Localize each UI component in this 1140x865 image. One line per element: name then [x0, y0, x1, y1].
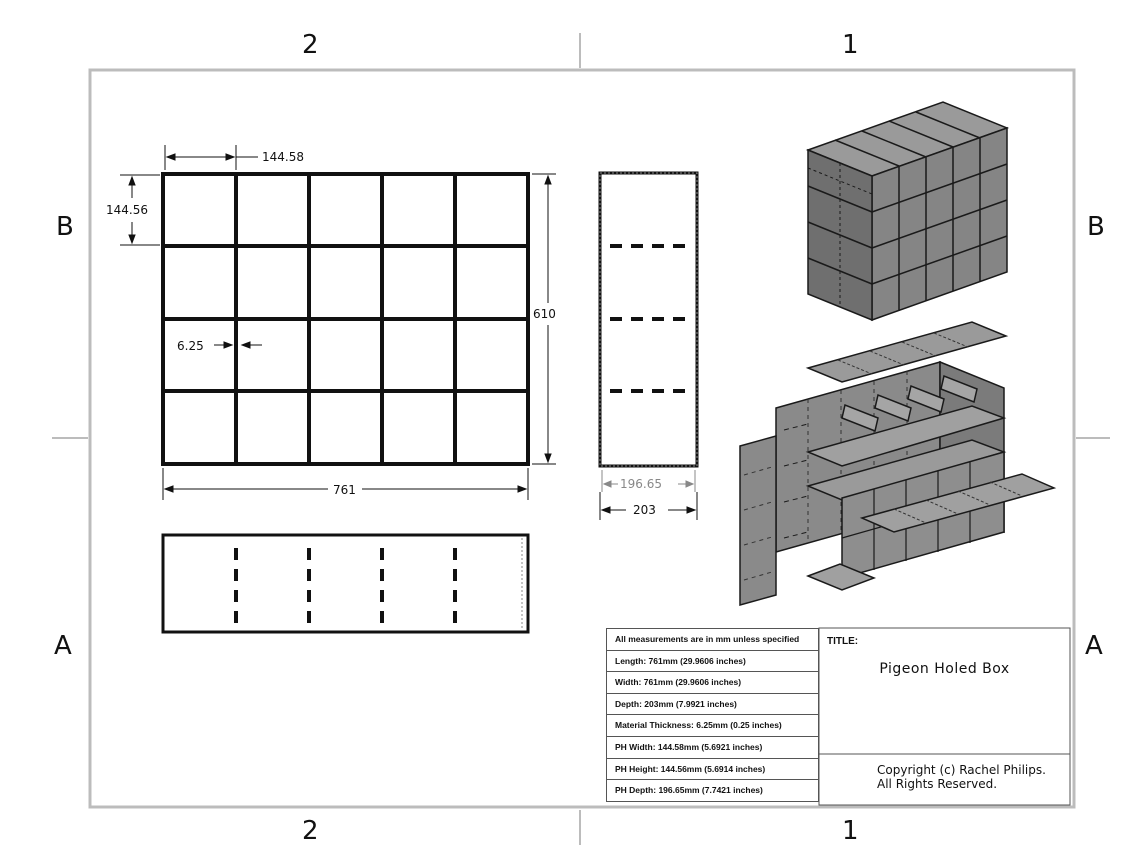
- dimension-inner-depth: 196.65: [620, 477, 662, 491]
- zone-top-1: 1: [842, 30, 859, 60]
- note-units: All measurements are in mm unless specified: [607, 629, 819, 651]
- dimension-cell-width: 144.58: [262, 150, 304, 164]
- note-ph-width: PH Width: 144.58mm (5.6921 inches): [607, 737, 819, 759]
- front-view: [163, 174, 528, 464]
- dimension-overall-width: 761: [333, 483, 356, 497]
- dimension-cell-height: 144.56: [106, 203, 148, 217]
- zone-left-a: A: [54, 631, 72, 661]
- zone-left-b: B: [56, 212, 74, 242]
- side-view: [600, 173, 697, 466]
- copyright-line-1: Copyright (c) Rachel Philips.: [877, 763, 1046, 777]
- top-view: [163, 535, 528, 632]
- zone-bottom-2: 2: [302, 816, 319, 846]
- isometric-exploded-box: [740, 322, 1054, 605]
- copyright-line-2: All Rights Reserved.: [877, 777, 998, 791]
- title-label: TITLE:: [827, 636, 859, 647]
- zone-right-b: B: [1087, 212, 1105, 242]
- isometric-assembled-box: [808, 102, 1007, 320]
- zone-top-2: 2: [302, 30, 319, 60]
- note-ph-depth: PH Depth: 196.65mm (7.7421 inches): [607, 780, 819, 802]
- notes-table: [606, 628, 819, 802]
- note-material-thickness: Material Thickness: 6.25mm (0.25 inches): [607, 715, 819, 737]
- note-width: Width: 761mm (29.9606 inches): [607, 672, 819, 694]
- note-length: Length: 761mm (29.9606 inches): [607, 651, 819, 673]
- zone-bottom-1: 1: [842, 816, 859, 846]
- copyright-notice: [877, 763, 1067, 791]
- dimension-overall-depth: 203: [633, 503, 656, 517]
- front-view-dimensions: [120, 145, 556, 500]
- note-depth: Depth: 203mm (7.9921 inches): [607, 694, 819, 716]
- dimension-panel-thickness: 6.25: [177, 339, 204, 353]
- title-block: [819, 628, 1070, 804]
- dimension-overall-height: 610: [533, 307, 556, 321]
- note-ph-height: PH Height: 144.56mm (5.6914 inches): [607, 759, 819, 781]
- drawing-title: Pigeon Holed Box: [879, 661, 1010, 677]
- zone-right-a: A: [1085, 631, 1103, 661]
